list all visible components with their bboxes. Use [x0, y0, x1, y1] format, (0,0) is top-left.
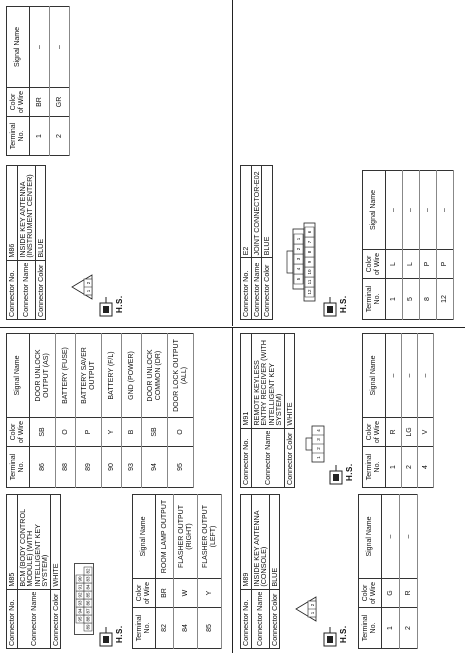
- m89-row-color: R: [400, 579, 418, 608]
- m86-terminal-no-header: Terminal No.: [7, 117, 30, 156]
- e2-connector-face: [285, 221, 317, 303]
- e2-pin-label: 11: [307, 279, 313, 285]
- m91-row-color: V: [418, 418, 434, 447]
- e2-pin-label: 5: [296, 277, 302, 281]
- m85-row-signal: ROOM LAMP OUTPUT: [156, 495, 174, 579]
- m91-pin-label: 1: [316, 456, 321, 459]
- m91-row-color: R: [386, 418, 402, 447]
- m85-row-color: Y: [198, 579, 222, 608]
- m86-pin-label: 1: [86, 289, 91, 293]
- m91-row-color: LG: [402, 418, 418, 447]
- m89-harness-side-icon: [322, 617, 352, 647]
- m85-cont-row-color: SB: [30, 418, 56, 447]
- m86-connector-no-label: Connector No.: [7, 260, 18, 319]
- m85-connector-name-value: BCM (BODY CONTROL MODULE) (WITH INTELLIGENT KEY SYSTEM): [17, 495, 50, 590]
- m86-signal-header: Signal Name: [7, 7, 30, 88]
- m89-row-signal: –: [400, 495, 418, 579]
- m85-pin-label: 90: [77, 576, 83, 582]
- m89-pin-label: 2: [310, 603, 315, 607]
- m91-connector-no-value: M91: [241, 334, 252, 429]
- m85-cont-row-color: P: [76, 418, 102, 447]
- m85-pin-label: 85: [85, 592, 91, 598]
- m91-pin-table: [362, 333, 434, 488]
- m85-pin-label: 91: [77, 584, 83, 590]
- m85-cont-row-terminal: 88: [56, 447, 76, 488]
- e2-pin-label: 4: [296, 267, 302, 271]
- m85-cont-row-terminal: 90: [102, 447, 122, 488]
- m91-connector-name-label: Connector Name: [251, 428, 284, 487]
- m85-pin-label: 89: [85, 624, 91, 630]
- m85-cont-row-color: B: [122, 418, 142, 447]
- m85-pin-table: [132, 494, 222, 649]
- m86-harness-side-icon: [98, 287, 128, 317]
- m85-cont-row-terminal: 93: [122, 447, 142, 488]
- m89-color-header: Color of Wire: [359, 579, 382, 608]
- m85-cont-row-color: SB: [142, 418, 168, 447]
- m85-connector-face: [74, 563, 94, 635]
- m89-connector-name-label: Connector Name: [251, 589, 269, 648]
- m85-cont-row-color: O: [168, 418, 194, 447]
- m86-connector-name-value: INSIDE KEY ANTENNA (INSTRUMENT CENTER): [17, 166, 35, 261]
- e2-header-table: [240, 165, 273, 320]
- m85-pin-label: 82: [85, 568, 91, 574]
- m86-row-signal: –: [50, 7, 70, 88]
- m85-cont-row-signal: DOOR UNLOCK OUTPUT (AS): [30, 334, 56, 418]
- m89-row-terminal: 2: [400, 608, 418, 649]
- m85-cont-row-terminal: 86: [30, 447, 56, 488]
- m85-row-signal: FLASHER OUTPUT (RIGHT): [174, 495, 198, 579]
- m86-connector-no-value: M86: [7, 166, 18, 261]
- e2-connector-name-value: JOINT CONNECTOR-E02: [251, 166, 262, 258]
- m86-row-terminal: 1: [30, 117, 50, 156]
- horizontal-divider-left: [232, 328, 233, 653]
- m85-cont-row-signal: BATTERY (FUSE): [56, 334, 76, 418]
- m85-row-signal: FLASHER OUTPUT (LEFT): [198, 495, 222, 579]
- m85-color-header: Color of Wire: [133, 579, 156, 608]
- m91-connector-face: [304, 425, 330, 463]
- e2-connector-no-label: Connector No.: [241, 258, 252, 320]
- e2-row-color: P: [420, 250, 437, 279]
- m85-connector-no-label: Connector No.: [7, 589, 18, 648]
- m86-row-color: BR: [30, 88, 50, 117]
- m89-connector-face: [294, 595, 324, 623]
- e2-connector-color-label: Connector Color: [262, 258, 273, 320]
- m91-pin-label: 4: [316, 429, 321, 432]
- e2-row-signal: –: [420, 171, 437, 250]
- m85-cont-signal-header: Signal Name: [7, 334, 30, 418]
- m91-row-terminal: 2: [402, 447, 418, 488]
- m91-row-terminal: 1: [386, 447, 402, 488]
- e2-pin-label: 9: [307, 260, 313, 264]
- m85-pin-label: 86: [85, 600, 91, 606]
- m89-signal-header: Signal Name: [359, 495, 382, 579]
- m89-header-table: [240, 494, 280, 649]
- m91-connector-color-label: Connector Color: [284, 428, 295, 487]
- e2-connector-name-label: Connector Name: [251, 258, 262, 320]
- e2-row-color: L: [403, 250, 420, 279]
- e2-pin-label: 8: [307, 250, 313, 254]
- e2-row-color: L: [386, 250, 403, 279]
- m89-connector-name-value: INSIDE KEY ANTENNA (CONSOLE): [251, 495, 269, 590]
- e2-row-signal: –: [386, 171, 403, 250]
- e2-row-color: P: [437, 250, 454, 279]
- m85-harness-side-icon: [98, 617, 128, 647]
- m85-connector-color-value: WHITE: [50, 495, 61, 590]
- m85-cont-row-terminal: 89: [76, 447, 102, 488]
- m86-row-terminal: 2: [50, 117, 70, 156]
- m89-pin-table: [358, 494, 418, 649]
- m85-connector-color-label: Connector Color: [50, 589, 61, 648]
- m85-pin-label: 84: [85, 584, 91, 590]
- m89-row-signal: –: [382, 495, 400, 579]
- e2-row-terminal: 1: [386, 279, 403, 320]
- m91-pin-label: 3: [316, 438, 321, 441]
- e2-row-terminal: 5: [403, 279, 420, 320]
- m85-cont-row-signal: BATTERY SAVER OUTPUT: [76, 334, 102, 418]
- m91-hs-label: H.S.: [345, 463, 354, 481]
- m85-pin-label: 95: [77, 616, 83, 622]
- m89-connector-no-label: Connector No.: [241, 589, 252, 648]
- m91-pin-label: 2: [316, 447, 321, 450]
- m86-connector-color-label: Connector Color: [35, 260, 46, 319]
- m89-row-color: G: [382, 579, 400, 608]
- m91-connector-name-value: REMOTE KEYLESS ENTRY RECEIVER (WITH INTELLIGENT KEY SYSTEM): [251, 334, 284, 429]
- e2-pin-label: 3: [296, 257, 302, 261]
- m85-row-terminal: 85: [198, 608, 222, 649]
- m85-cont-row-terminal: 94: [142, 447, 168, 488]
- m85-row-color: W: [174, 579, 198, 608]
- m85-cont-row-color: O: [56, 418, 76, 447]
- m86-connector-color-value: BLUE: [35, 166, 46, 261]
- m91-terminal-no-header: Terminal No.: [363, 447, 386, 488]
- m86-pin-table: [6, 6, 70, 156]
- m85-cont-row-terminal: 95: [168, 447, 194, 488]
- m85-cont-row-signal: DOOR UNLOCK COMMON (DR): [142, 334, 168, 418]
- e2-pin-label: 2: [296, 247, 302, 251]
- m85-row-terminal: 84: [174, 608, 198, 649]
- e2-row-terminal: 8: [420, 279, 437, 320]
- m91-harness-side-icon: [328, 455, 358, 485]
- m85-pin-label: 83: [85, 576, 91, 582]
- m89-connector-color-label: Connector Color: [269, 589, 280, 648]
- e2-connector-no-value: E2: [241, 166, 252, 258]
- m85-cont-color-header: Color of Wire: [7, 418, 30, 447]
- m85-cont-terminal-no-header: Terminal No.: [7, 447, 30, 488]
- e2-row-signal: –: [403, 171, 420, 250]
- e2-connector-color-value: BLUE: [262, 166, 273, 258]
- e2-terminal-no-header: Terminal No.: [363, 279, 386, 320]
- e2-pin-label: 12: [307, 289, 313, 295]
- m91-color-header: Color of Wire: [363, 418, 386, 447]
- m85-pin-label: 93: [77, 600, 83, 606]
- m85-row-terminal: 82: [156, 608, 174, 649]
- e2-harness-side-icon: [322, 287, 352, 317]
- m85-cont-row-signal: GND (POWER): [122, 334, 142, 418]
- e2-pin-label: 7: [307, 240, 313, 244]
- m86-pin-label: 2: [86, 281, 91, 285]
- e2-hs-label: H.S.: [339, 295, 348, 313]
- m91-row-signal: –: [402, 334, 418, 418]
- e2-pin-label: 1: [296, 237, 302, 241]
- m89-row-terminal: 1: [382, 608, 400, 649]
- m85-row-color: BR: [156, 579, 174, 608]
- m85-pin-label: 92: [77, 592, 83, 598]
- m91-connector-no-label: Connector No.: [241, 428, 252, 487]
- m86-color-header: Color of Wire: [7, 88, 30, 117]
- e2-pin-label: 10: [307, 269, 313, 275]
- m89-connector-color-value: BLUE: [269, 495, 280, 590]
- m85-cont-pin-table: [6, 333, 194, 488]
- m91-signal-header: Signal Name: [363, 334, 386, 418]
- m85-header-table: [6, 494, 61, 649]
- m85-pin-label: 88: [85, 616, 91, 622]
- m89-terminal-no-header: Terminal No.: [359, 608, 382, 649]
- horizontal-divider-right: [232, 0, 233, 326]
- m91-connector-color-value: WHITE: [284, 334, 295, 429]
- m85-signal-header: Signal Name: [133, 495, 156, 579]
- m91-row-signal: –: [386, 334, 402, 418]
- m85-connector-name-label: Connector Name: [17, 589, 50, 648]
- m91-row-signal: –: [418, 334, 434, 418]
- m85-cont-row-signal: BATTERY (F/L): [102, 334, 122, 418]
- m85-pin-label: 94: [77, 608, 83, 614]
- m85-connector-no-value: M85: [7, 495, 18, 590]
- m86-connector-name-label: Connector Name: [17, 260, 35, 319]
- e2-color-header: Color of Wire: [363, 250, 386, 279]
- m85-cont-row-color: Y: [102, 418, 122, 447]
- m89-pin-label: 1: [310, 611, 315, 615]
- m86-connector-face: [70, 273, 100, 301]
- e2-row-terminal: 12: [437, 279, 454, 320]
- m85-hs-label: H.S.: [115, 625, 124, 643]
- e2-pin-table: [362, 170, 454, 320]
- m89-connector-no-value: M89: [241, 495, 252, 590]
- m85-cont-row-signal: DOOR LOCK OUTPUT (ALL): [168, 334, 194, 418]
- m89-hs-label: H.S.: [339, 625, 348, 643]
- m85-pin-label: 87: [85, 608, 91, 614]
- e2-row-signal: –: [437, 171, 454, 250]
- m86-hs-label: H.S.: [115, 295, 124, 313]
- m86-row-signal: –: [30, 7, 50, 88]
- m86-header-table: [6, 165, 46, 320]
- m85-terminal-no-header: Terminal No.: [133, 608, 156, 649]
- m86-row-color: GR: [50, 88, 70, 117]
- e2-signal-header: Signal Name: [363, 171, 386, 250]
- m91-header-table: [240, 333, 295, 488]
- e2-pin-label: 6: [307, 230, 313, 234]
- m91-row-terminal: 4: [418, 447, 434, 488]
